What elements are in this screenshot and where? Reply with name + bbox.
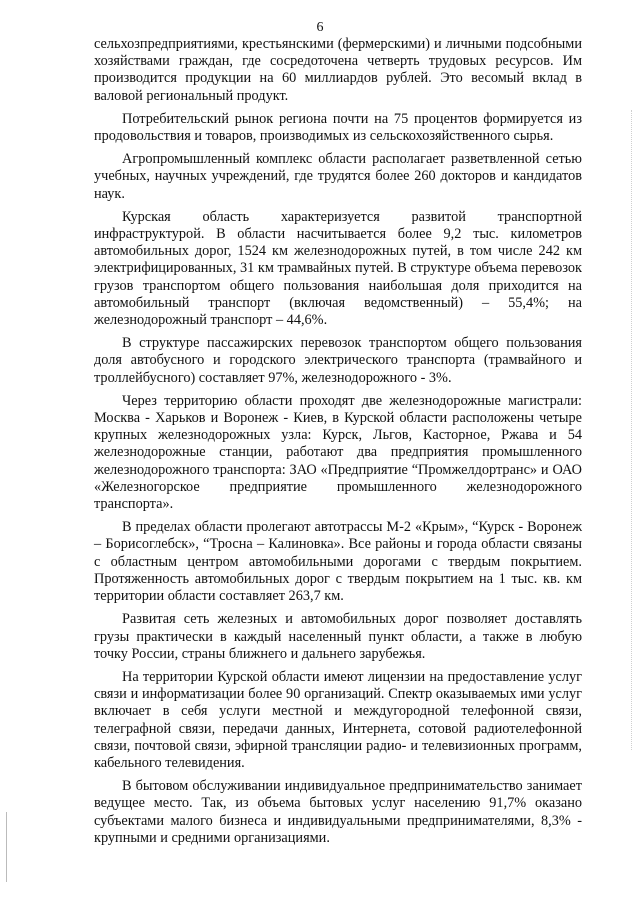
paragraph-7: В пределах области пролегают автотрассы М-2 «Крым», “Курск - Воронеж – Борисоглебск», “Тросна – Калиновка». Все районы и города области связаны с областным центром автомобильными дорогами с твердым покрытием. Протяженность автомобильных дорог с твердым покрытием на 1 тыс. кв. км территории области составляет 263,7 км. [94,519,582,605]
document-body [94,36,582,853]
paragraph-4: Курская область характеризуется развитой транспортной инфраструктурой. В области насчитывается более 9,2 тыс. километров автомобильных дорог, 1524 км железнодорожных путей, в том числе 242 км электрифицированных, 31 км трамвайных путей. В структуре объема перевозок грузов транспортом общего пользования наибольшая доля приходится на автомобильный транспорт (включая ведомственный) – 55,4%; на железнодорожный транспорт – 44,6%. [94,208,582,329]
paragraph-2: Потребительский рынок региона почти на 75 процентов формируется из продовольствия и товаров, производимых из сельскохозяйственного сырья. [94,110,582,145]
page-number: 6 [316,20,324,35]
paragraph-3: Агропромышленный комплекс области располагает разветвленной сетью учебных, научных учреждений, где трудятся более 260 докторов и кандидатов наук. [94,151,582,202]
paragraph-5: В структуре пассажирских перевозок транспортом общего пользования доля автобусного и городского электрического транспорта (трамвайного и троллейбусного) составляет 97%, железнодорожного - 3%. [94,335,582,386]
paragraph-1: сельхозпредприятиями, крестьянскими (фермерскими) и личными подсобными хозяйствами граждан, где сосредоточена четверть трудовых ресурсов. Им производится продукции на 60 миллиардов рублей. Это весомый вклад в валовой региональный продукт. [94,36,582,104]
paragraph-6: Через территорию области проходят две железнодорожные магистрали: Москва - Харьков и Воронеж - Киев, в Курской области расположены четыре крупных железнодорожных узла: Курск, Льгов, Касторное, Ржава и 54 железнодорожные станции, работают два предприятия промышленного железнодорожного транспорта: ЗАО «Предприятие “Промжелдортранс» и ОАО «Железногорское предприятие промышленного железнодорожного транспорта». [94,392,582,513]
scan-edge-line [6,812,7,882]
paragraph-9: На территории Курской области имеют лицензии на предоставление услуг связи и информатизации более 90 организаций. Спектр оказываемых ими услуг включает в себя услуги местной и междугородной телефонной связи, телеграфной связи, передачи данных, Интернета, сотовой радиотелефонной связи, почтовой связи, эфирной трансляции радио- и телевизионных программ, кабельного телевидения. [94,668,582,771]
paragraph-8: Развитая сеть железных и автомобильных дорог позволяет доставлять грузы практически в каждый населенный пункт области, а также в любую точку России, страны ближнего и дальнего зарубежья. [94,611,582,662]
scan-margin-artifact [629,110,632,750]
paragraph-10: В бытовом обслуживании индивидуальное предпринимательство занимает ведущее место. Так, из объема бытовых услуг населению 91,7% оказано субъектами малого бизнеса и индивидуальными предпринимателями, 8,3% - крупными и средними организациями. [94,778,582,846]
